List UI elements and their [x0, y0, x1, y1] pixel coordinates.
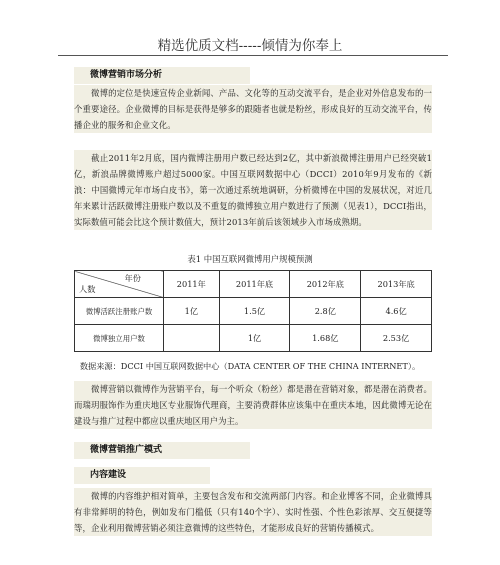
- paragraph-statistics-text: 截止2011年2月底，国内微博注册用户数已经达到2亿，其中新浪微博注册用户已经突破1亿，新浪品牌微博账户超过5000家。中国互联网数据中心（DCCI）2010年9月发布的《新浪：中国微博元年市场白皮书》，第一次通过系统地调研，分析微博在中国的发展状况，对近几年来累计活跃微博注册账户数以及不重复的微博独立用户数进行了预测（见表1），DCCI指出，实际数值可能会比这个预计数值大，预计2013年前后该领域步入市场成熟期。: [74, 153, 432, 227]
- user-scale-table: [74, 270, 432, 352]
- table-cell: 1.68亿: [290, 325, 361, 352]
- column-header: 2013年底: [361, 271, 432, 298]
- table-corner-cell: [75, 271, 164, 298]
- section-heading-content-building: 内容建设: [74, 467, 210, 484]
- table-source-note: 数据来源：DCCI 中国互联网数据中心（DATA CENTER OF THE CHINA INTERNET）。: [79, 361, 421, 371]
- table-cell: 4.6亿: [361, 298, 432, 325]
- table-row: [75, 298, 432, 325]
- table-cell: 1亿: [219, 325, 290, 352]
- column-header: 2011年: [164, 271, 220, 298]
- header-divider: [58, 55, 448, 56]
- table-row: [75, 325, 432, 352]
- table-cell: [164, 325, 220, 352]
- table-caption: 表1 中国互联网微博用户规模预测: [187, 254, 313, 264]
- paragraph-marketing-platform: [74, 381, 432, 429]
- page-header-title: 精选优质文档-----倾情为你奉上: [157, 38, 343, 54]
- section-heading-market-analysis: 微博营销市场分析: [74, 67, 250, 84]
- column-header: 2012年底: [290, 271, 361, 298]
- section-heading-promotion-mode: 微博营销推广模式: [74, 442, 250, 459]
- column-header: 2011年底: [219, 271, 290, 298]
- paragraph-positioning-text: 微博的定位是快速宣传企业新闻、产品、文化等的互动交流平台，是企业对外信息发布的一个重要途径。企业微博的目标是获得是够多的跟随者也就是粉丝，形成良好的互动交流平台，传播企业的服务和企业文化。: [74, 88, 432, 130]
- paragraph-statistics: [74, 150, 432, 230]
- corner-label-year: 年份: [124, 273, 141, 283]
- paragraph-marketing-platform-text: 微博营销以微博作为营销平台，每一个听众（粉丝）都是潜在营销对象，都是潜在消费者。而瑞玥服饰作为重庆地区专业服饰代理商，主要消费群体应该集中在重庆本地，因此微博无论在建设与推广过程中都应以重庆地区用户为主。: [74, 384, 432, 426]
- table-cell: 1亿: [164, 298, 220, 325]
- row-label: 微博活跃注册账户数: [75, 298, 164, 325]
- table-header-row: [75, 271, 432, 298]
- paragraph-content-maintenance-text: 微博的内容维护相对简单，主要包含发布和交流两部门内容。和企业博客不同，企业微博具有非常鲜明的特色，例如发布门槛低（只有140个字）、实时性强、个性色彩浓厚、交互便捷等等，企业利用微博营销必须注意微博的这些特色，才能形成良好的营销传播模式。: [74, 491, 432, 533]
- table-cell: 2.8亿: [290, 298, 361, 325]
- corner-label-count: 人数: [79, 284, 96, 294]
- row-label: 微博独立用户数: [75, 325, 164, 352]
- table-cell: 2.53亿: [361, 325, 432, 352]
- paragraph-content-maintenance: [74, 488, 432, 536]
- paragraph-positioning: [74, 85, 432, 133]
- table-cell: 1.5亿: [219, 298, 290, 325]
